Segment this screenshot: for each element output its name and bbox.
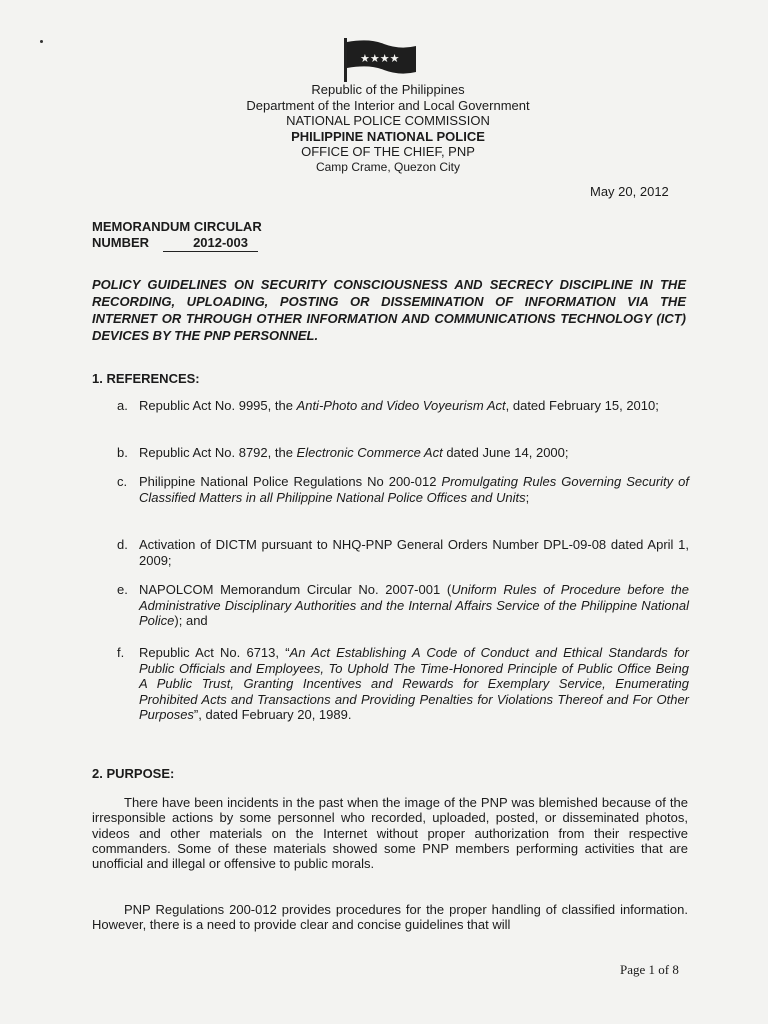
reference-text: Republic Act No. 8792, the	[139, 445, 297, 460]
reference-text: NAPOLCOM Memorandum Circular No. 2007-001 (	[139, 582, 452, 597]
page-number: Page 1 of 8	[620, 962, 679, 977]
reference-text-end: , dated February 15, 2010;	[505, 398, 659, 413]
reference-title: An Act Establishing A Code of Conduct and Ethical Standards for Public Officials and Employees, To Uphold The Time-Honored Principle of Public Office Being A Public Trust, Granting Incentives and Rewards for Exemplary Service, Enumerating Prohibited Acts and Transactions and Providing Penalties for Violations Thereof and For Other Purposes	[139, 645, 689, 722]
memo-label: MEMORANDUM CIRCULAR	[92, 219, 262, 234]
letterhead-pnp: PHILIPPINE NATIONAL POLICE	[291, 128, 485, 144]
reference-text-end: ”, dated February 20, 1989.	[193, 707, 352, 722]
reference-letter: c.	[117, 474, 128, 489]
flag-logo-icon	[340, 38, 420, 82]
reference-letter: a.	[117, 398, 128, 413]
letterhead-office: OFFICE OF THE CHIEF, PNP	[301, 144, 475, 159]
scan-speck	[40, 40, 43, 43]
reference-text-end: dated June 14, 2000;	[442, 445, 569, 460]
reference-item	[117, 398, 689, 414]
reference-text-end: ); and	[174, 613, 208, 628]
reference-title: Uniform Rules of Procedure before the Administrative Disciplinary Authorities and the Internal Affairs Service of the Philippine National Police	[139, 582, 689, 628]
document-title: POLICY GUIDELINES ON SECURITY CONSCIOUSNESS AND SECRECY DISCIPLINE IN THE RECORDING, UPLOADING, POSTING OR DISSEMINATION OF INFORMATION VIA THE INTERNET OR THROUGH OTHER INFORMATION AND COMMUNICATIONS TECHNOLOGY (ICT) DEVICES BY THE PNP PERSONNEL.	[92, 277, 686, 343]
memo-number: 2012-003	[163, 235, 258, 252]
reference-text: Activation of DICTM pursuant to NHQ-PNP General Orders Number DPL-09-08 dated April 1, 2009;	[139, 537, 689, 568]
letterhead-department: Department of the Interior and Local Government	[246, 97, 530, 113]
reference-letter: f.	[117, 645, 125, 660]
purpose-heading: 2. PURPOSE:	[92, 766, 175, 781]
reference-text: Republic Act No. 9995, the	[139, 398, 297, 413]
reference-title: Electronic Commerce Act	[296, 445, 443, 460]
letterhead-republic: Republic of the Philippines	[311, 82, 465, 97]
flag-stars: ★★★★	[360, 52, 400, 65]
references-heading: 1. REFERENCES:	[92, 371, 200, 386]
reference-item	[117, 445, 689, 461]
reference-letter: d.	[117, 537, 128, 552]
purpose-paragraph-2: PNP Regulations 200-012 provides procedures for the proper handling of classified information. However, there is a need to provide clear and concise guidelines that will	[92, 902, 688, 933]
memo-block	[92, 219, 262, 252]
letterhead-location: Camp Crame, Quezon City	[315, 159, 461, 174]
reference-text: Philippine National Police Regulations No 200-012	[139, 474, 442, 489]
reference-item	[117, 645, 689, 723]
letterhead	[200, 82, 576, 175]
number-label: NUMBER	[92, 235, 150, 250]
reference-title: Anti-Photo and Video Voyeurism Act	[296, 398, 506, 413]
reference-item	[117, 474, 689, 505]
reference-title: Promulgating Rules Governing Security of Classified Matters in all Philippine National Police Offices and Units	[139, 474, 690, 505]
reference-letter: e.	[117, 582, 128, 597]
letterhead-napolcom: NATIONAL POLICE COMMISSION	[286, 113, 490, 128]
reference-item	[117, 537, 689, 568]
reference-text: Republic Act No. 6713, “	[139, 645, 290, 660]
document-date: May 20, 2012	[590, 184, 669, 199]
reference-letter: b.	[117, 445, 128, 460]
reference-text-end: ;	[525, 489, 530, 505]
reference-item	[117, 582, 689, 629]
purpose-paragraph-1: There have been incidents in the past when the image of the PNP was blemished because of the irresponsible actions by some personnel who recorded, uploaded, posted, or disseminated photos, videos and other materials on the Internet without proper authorization from their respective commanders. Some of these materials showed some PNP members performing activities that are unofficial and illegal or offensive to public morals.	[92, 795, 688, 872]
